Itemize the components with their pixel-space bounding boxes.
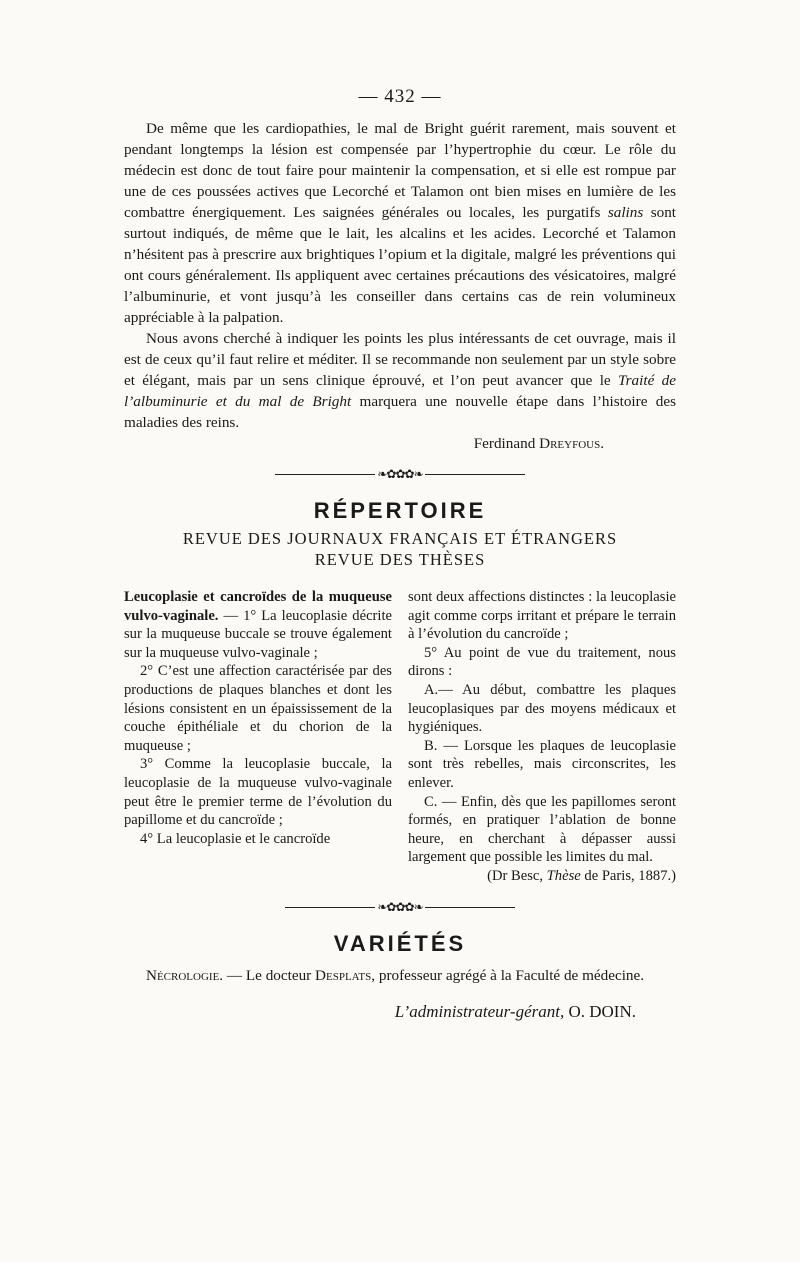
ornament-divider (124, 900, 676, 915)
entry-paragraph: B. — Lorsque les plaques de leucoplasie sont très rebelles, mais circonscrites, les enlever. (408, 737, 676, 791)
text-segment: Nous avons cherché à indiquer les points les plus intéressants de cet ouvrage, mais il est de ceux qu’il faut relire et méditer. Il se recommande non seulement par un style sobre et élégant, mais par un sens clinique éprouvé, et l’on peut avancer que le (124, 330, 676, 389)
left-column (124, 588, 392, 886)
author-signature: Ferdinand Dreyfous. (473, 435, 604, 452)
entry-paragraph: 3° Comme la leucoplasie buccale, la leucoplasie de la muqueuse vulvo-vaginale peut être le premier terme de l’évolution du papillome et du cancroïde ; (124, 756, 392, 829)
text-segment: marquera une nouvelle étape dans l’histoire des maladies des reins. (124, 393, 676, 431)
entry-paragraph: Leucoplasie et cancroïdes de la muqueuse vulvo-vaginale. — 1° La leucoplasie décrite sur la muqueuse buccale se trouve également sur la muqueuse vulvo-vaginale ; (124, 589, 392, 661)
divider-line (285, 907, 375, 908)
entry-paragraph: A.— Au début, combattre les plaques leucoplasiques par des moyens médicaux et hygiéniques. (408, 681, 676, 736)
divider-line (425, 907, 515, 908)
divider-line (275, 474, 375, 475)
text-segment: De même que les cardiopathies, le mal de Bright guérit rarement, mais souvent et pendant longtemps la lésion est compensée par l’hypertrophie du cœur. Le rôle du médecin est donc de tout faire pour maintenir la compensation, et si elle est rompue par une de ces poussées actives que Lecorché et Talamon ont bien mises en lumière de les combattre énergiquement. Les saignées générales ou locales, les purgatifs (124, 120, 676, 221)
book-title: Traité de l’albuminurie et du mal de Bright (124, 372, 676, 410)
right-column (408, 588, 676, 886)
entry-paragraph: 4° La leucoplasie et le cancroïde (140, 830, 331, 847)
page-number: — 432 — (358, 86, 442, 107)
article-paragraph-2 (124, 328, 676, 433)
italic-term: salins (607, 204, 644, 221)
entry-title: Leucoplasie et cancroïdes de la muqueuse vulvo-vaginale. (124, 589, 392, 624)
two-column-entry (124, 588, 676, 886)
entry-paragraph: sont deux affections distinctes : la leucoplasie agit comme corps irritant et prépare le terrain à l’évolution du cancroïde ; (408, 589, 676, 643)
ornament-divider (124, 467, 676, 482)
divider-line (425, 474, 525, 475)
entry-reference: (Dr Besc, Thèse de Paris, 1887.) (487, 867, 676, 884)
necrology-label: Nécrologie. (146, 966, 224, 984)
entry-paragraph: C. — Enfin, dès que les papillomes seront formés, en pratiquer l’ablation de bonne heure, en cherchant à dépasser aussi largement que possible les limites du mal. (408, 793, 676, 866)
section-subtitle: REVUE DES THÈSES (314, 550, 486, 569)
entry-paragraph: 5° Au point de vue du traitement, nous dirons : (408, 644, 676, 680)
section-title-varietes: VARIÉTÉS (333, 930, 467, 956)
entry-paragraph: 2° C’est une affection caractérisée par des productions de plaques blanches et dont les lésions consistent en un épaississement de la couche épithéliale et du chorion de la muqueuse ; (124, 663, 392, 754)
section-title-repertoire: RÉPERTOIRE (313, 498, 487, 523)
article-paragraph-1 (124, 118, 676, 328)
section-subtitle: REVUE DES JOURNAUX FRANÇAIS ET ÉTRANGERS (182, 529, 618, 548)
closing-signature: L’administrateur-gérant, O. DOIN. (394, 1001, 636, 1021)
text-segment: sont surtout indiqués, de même que le lait, les alcalins et les acides. Lecorché et Talamon n’hésitent pas à prescrire aux brightiques l’opium et la digitale, malgré les préventions qui ont cours généralement. Ils appliquent avec certaines précautions des vésicatoires, malgré l’albuminurie, et vont jusqu’à les conseiller dans certains cas de rein volumineux appréciable à la palpation. (124, 204, 677, 326)
page (124, 86, 676, 1022)
necrology-paragraph: Nécrologie. — Le docteur Desplats, professeur agrégé à la Faculté de médecine. (146, 966, 645, 984)
ornament-icon: ❧✿✿✿❧ (377, 467, 423, 481)
ornament-icon: ❧✿✿✿❧ (377, 899, 423, 914)
